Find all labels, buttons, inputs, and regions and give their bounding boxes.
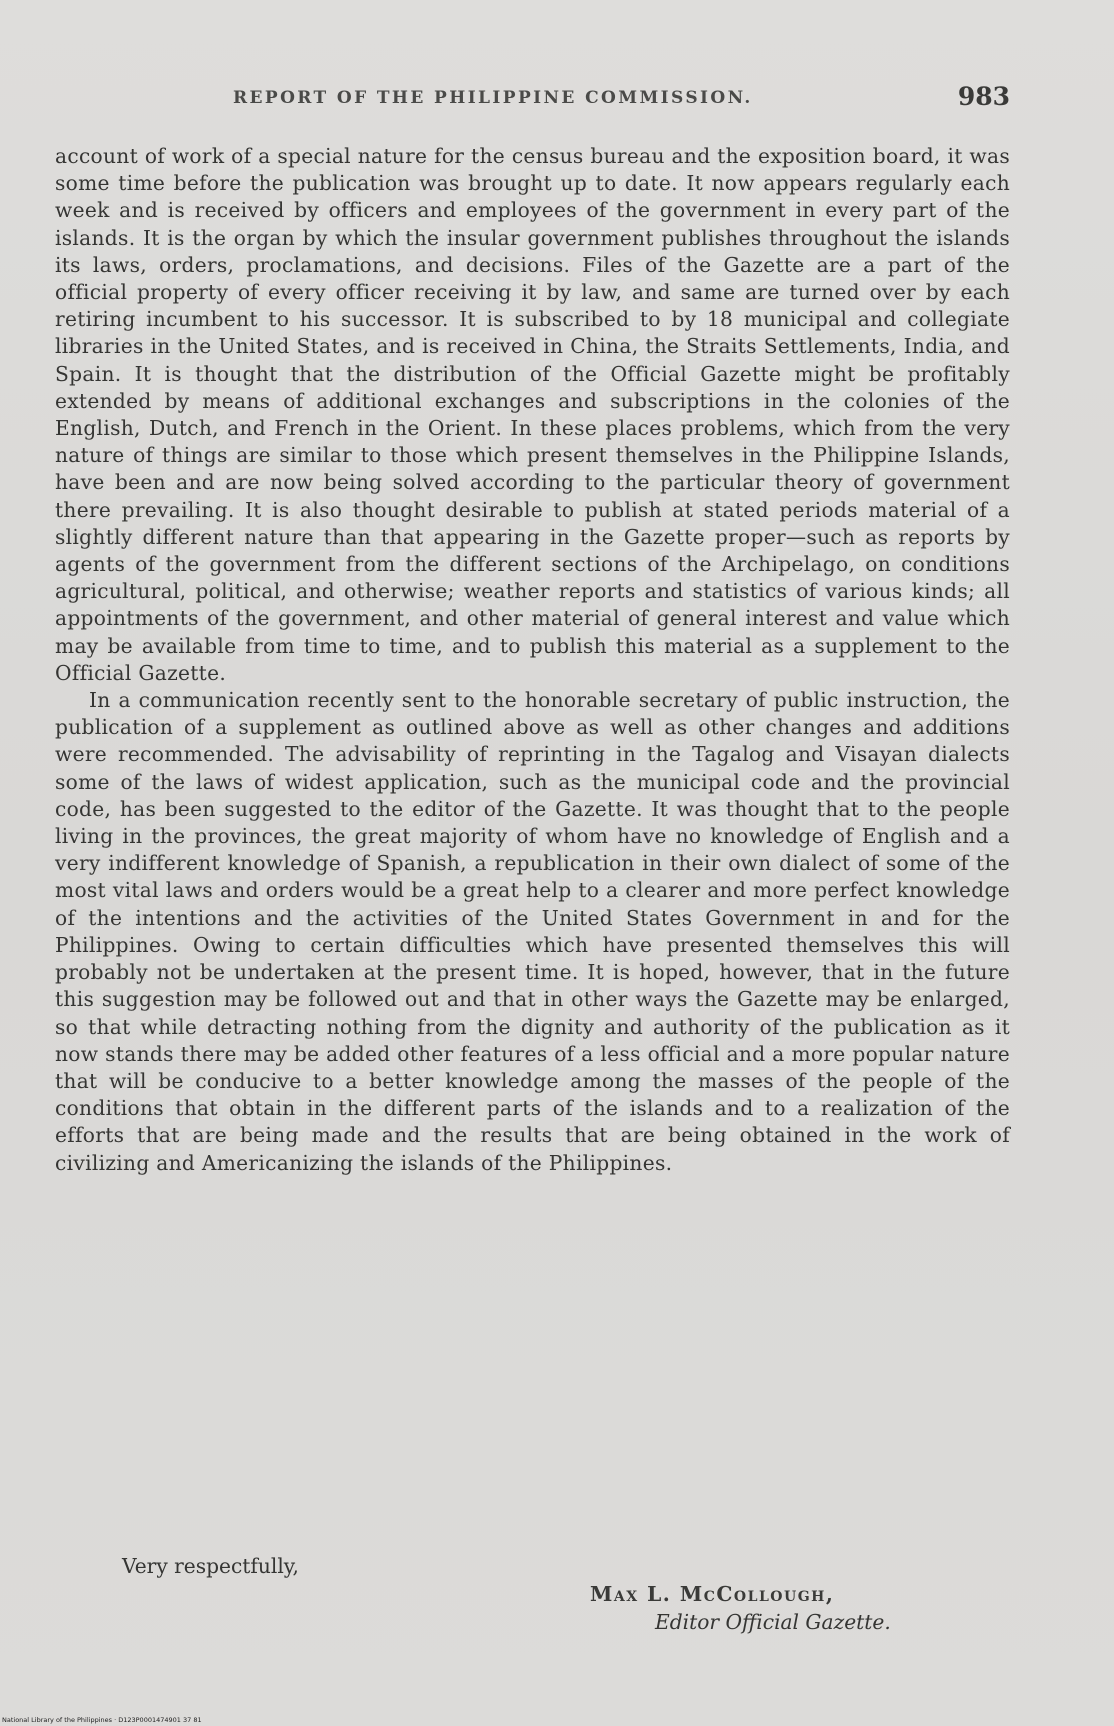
running-title: REPORT OF THE PHILIPPINE COMMISSION.	[233, 88, 753, 108]
paragraph-communication: In a communication recently sent to the honorable secretary of public instruction, the publication of a supplement as outlined above as well as other changes and additions were recommended. The advisability of reprinting in the Tagalog and Visayan dialects some of the laws of widest application, such as the municipal code and the provincial code, has been suggested to the editor of the Gazette. It was thought that to the people living in the provinces, the great majority of whom have no knowledge of English and a very indifferent knowledge of Spanish, a republication in their own dialect of some of the most vital laws and orders would be a great help to a clearer and more perfect knowledge of the intentions and the activities of the United States Government in and for the Philippines. Owing to certain difficulties which have presented themselves this will probably not be undertaken at the present time. It is hoped, however, that in the future this suggestion may be followed out and that in other ways the Gazette may be enlarged, so that while detracting nothing from the dignity and authority of the publication as it now stands there may be added other features of a less official and a more popular nature that will be conducive to a better knowledge among the masses of the people of the conditions that obtain in the different parts of the islands and to a realization of the efforts that are being made and the results that are being obtained in the work of civilizing and Americanizing the islands of the Philippines.	[55, 688, 1010, 1175]
signatory-name: Max L. McCollough,	[590, 1582, 835, 1606]
paragraph-continued: account of work of a special nature for the census bureau and the exposition board, it was some time before the publication was brought up to date. It now appears regularly each week and is received by officers and employees of the government in every part of the islands. It is the organ by which the insular government publishes throughout the islands its laws, orders, proclamations, and decisions. Files of the Gazette are a part of the official property of every officer receiving it by law, and same are turned over by each retiring incumbent to his successor. It is subscribed to by 18 municipal and collegiate libraries in the United States, and is received in China, the Straits Settlements, India, and Spain. It is thought that the distribution of the Official Gazette might be profitably extended by means of additional exchanges and subscriptions in the colonies of the English, Dutch, and French in the Orient. In these places problems, which from the very nature of things are similar to those which present themselves in the Philippine Islands, have been and are now being solved according to the particular theory of government there prevailing. It is also thought desirable to publish at stated periods material of a slightly different nature than that appearing in the Gazette proper—such as reports by agents of the government from the different sections of the Archipelago, on conditions agricultural, political, and otherwise; weather reports and statistics of various kinds; all appointments of the government, and other material of general interest and value which may be available from time to time, and to publish this material as a supplement to the Official Gazette.	[55, 144, 1010, 685]
page-number: 983	[957, 82, 1010, 111]
page-header	[55, 82, 1010, 122]
scan-credit: National Library of the Philippines · D123P0001474901 37 81	[2, 1716, 202, 1724]
body-text	[55, 143, 1010, 1177]
signatory-title: Editor Official Gazette.	[655, 1610, 891, 1634]
closing-salutation: Very respectfully,	[122, 1554, 299, 1578]
